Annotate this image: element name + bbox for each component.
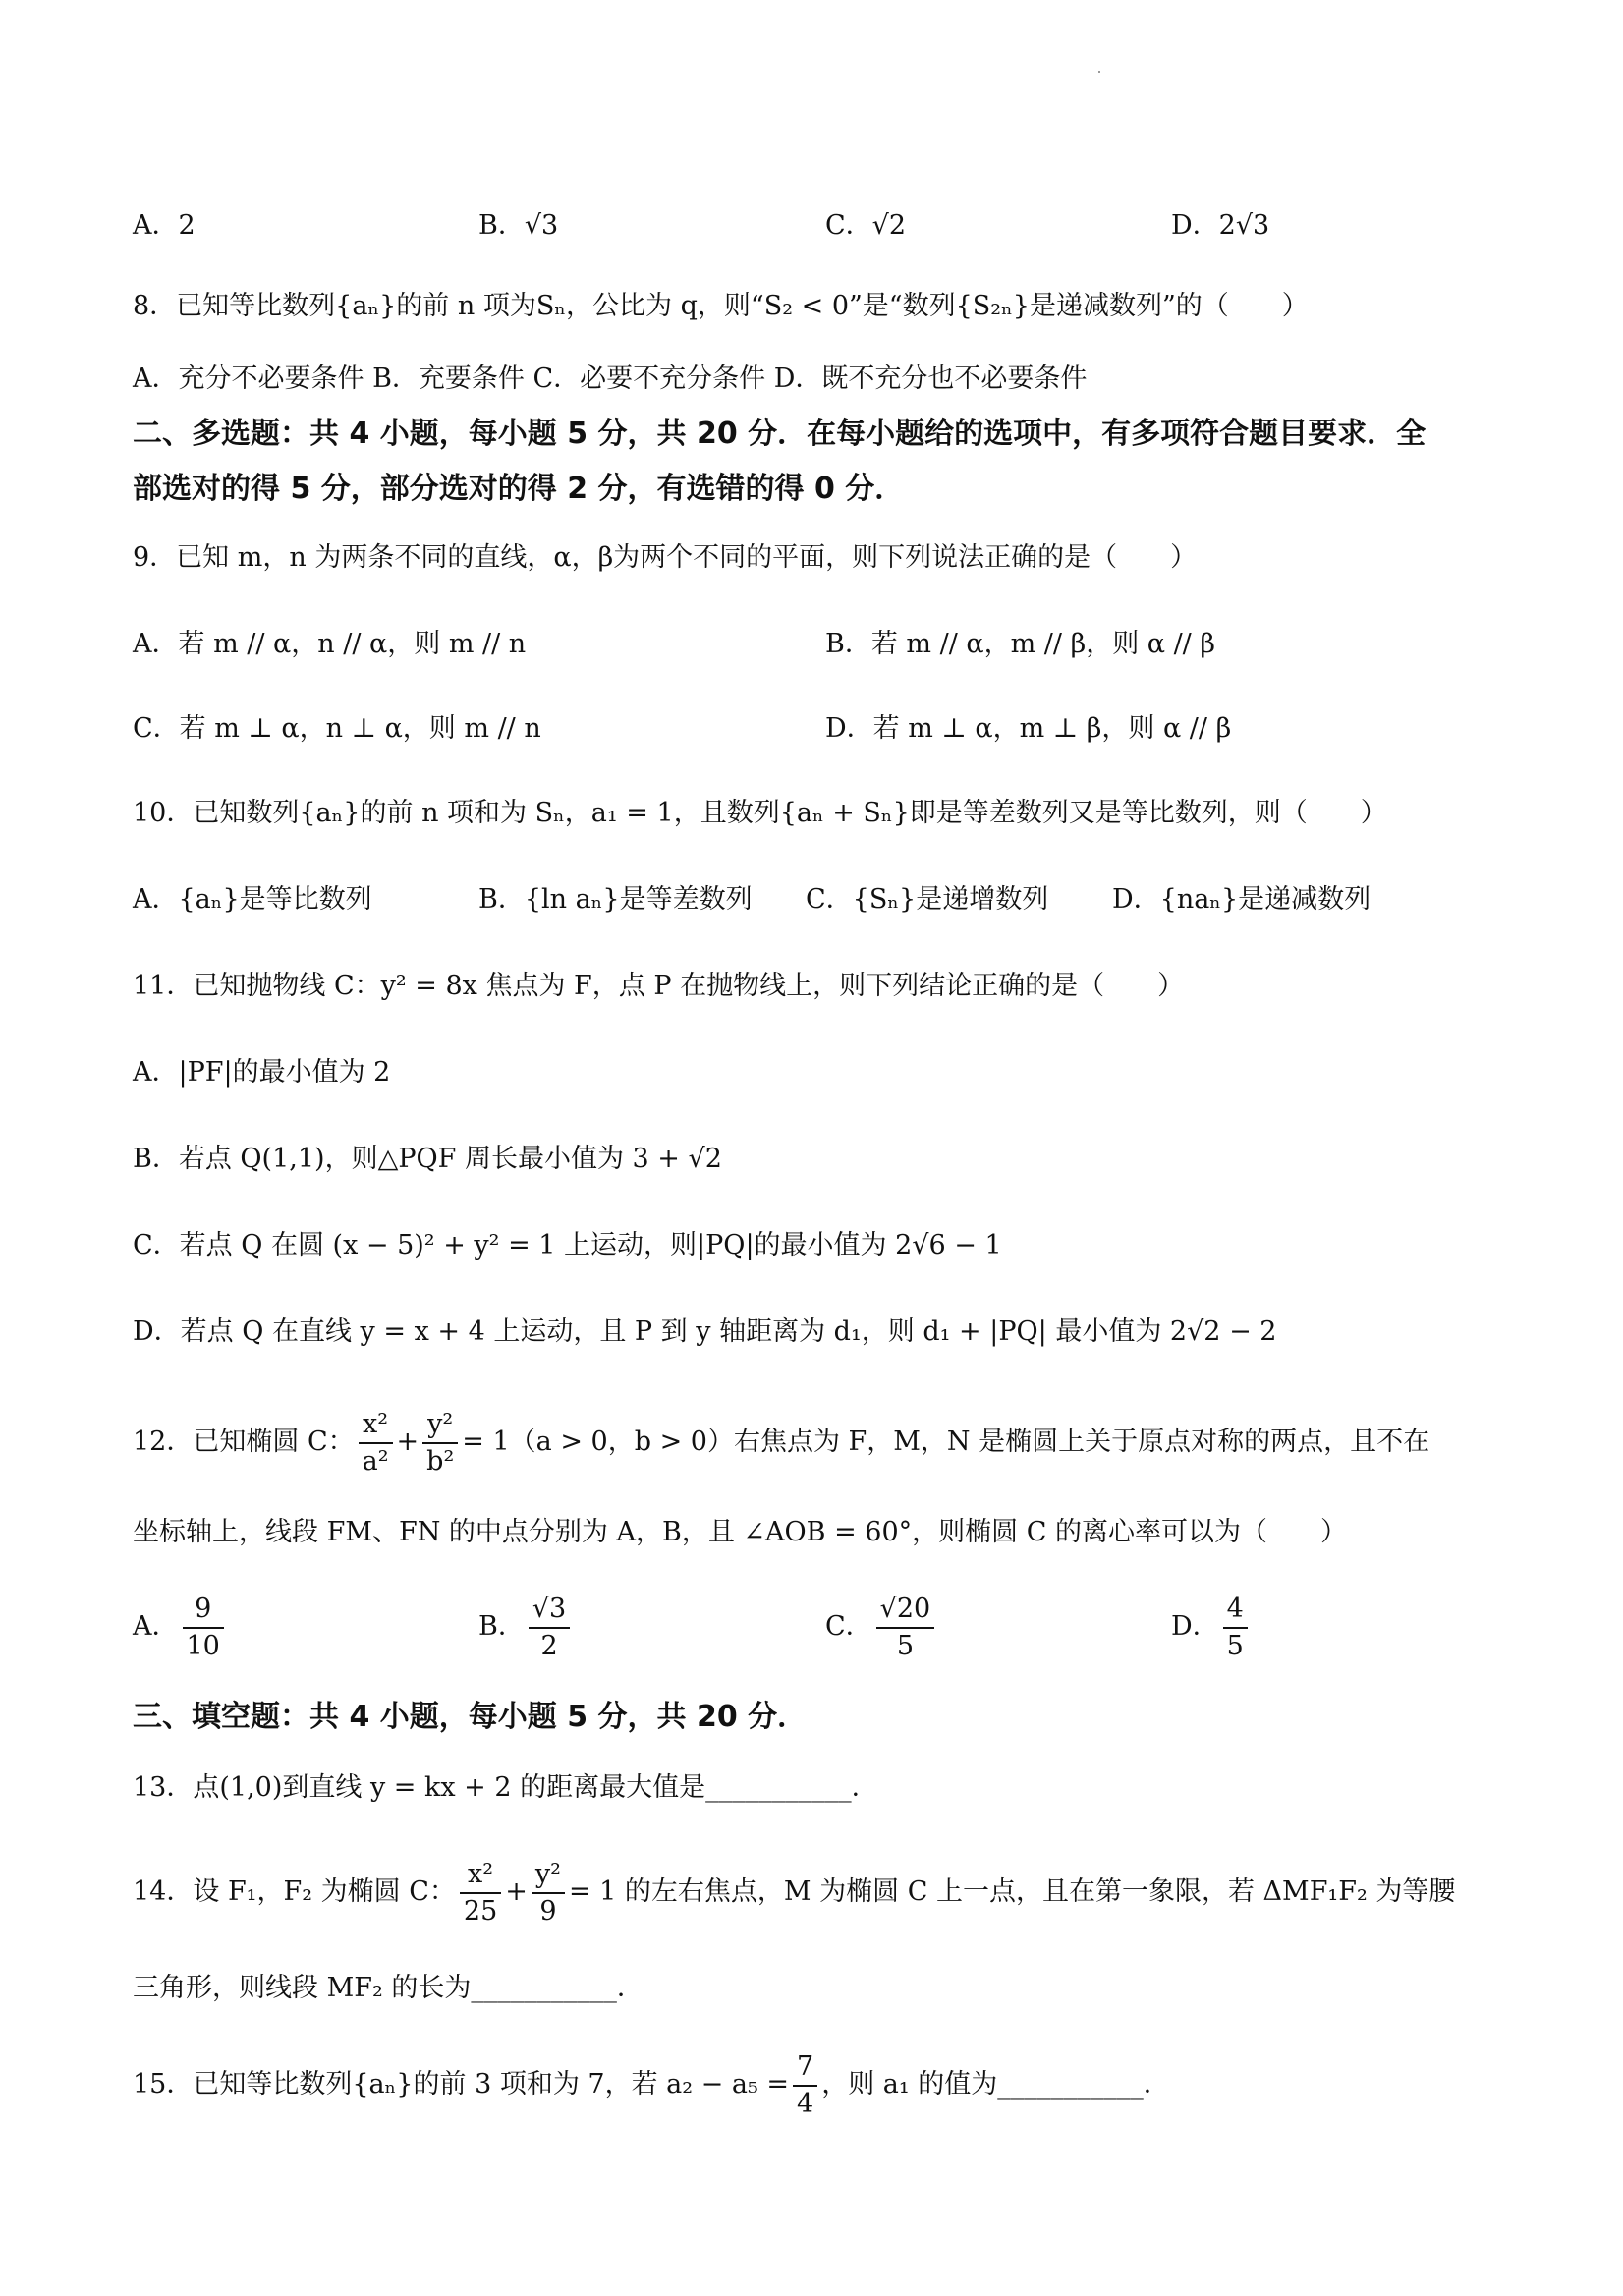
q8-stem: 8．已知等比数列{aₙ}的前 n 项为Sₙ，公比为 q，则“S₂ < 0”是“数列{S₂ₙ}是递减数列”的（ ） [133, 291, 1309, 321]
q12-option-a [133, 1588, 228, 1666]
q12-stem [133, 1403, 1429, 1482]
q12-fraction-y [422, 1407, 458, 1480]
q9-option-b: B．若 m // α，m // β，则 α // β [825, 629, 1215, 659]
q9-option-d: D．若 m ⊥ α，m ⊥ β，则 α // β [825, 713, 1232, 744]
q12-option-d-label: D． [1171, 1611, 1219, 1642]
q10-stem: 10．已知数列{aₙ}的前 n 项和为 Sₙ，a₁ = 1，且数列{aₙ + Sₙ}即是等差数列又是等比数列，则（ ） [133, 798, 1387, 828]
q15-fraction-numerator: 7 [793, 2049, 817, 2087]
q12-option-a-fraction [183, 1592, 224, 1664]
q15-stem-prefix: 15．已知等比数列{aₙ}的前 3 项和为 7，若 a₂ − a₅ = [133, 2069, 790, 2100]
q12-fraction-y-numerator: y² [422, 1407, 458, 1444]
q11-option-d: D．若点 Q 在直线 y = x + 4 上运动，且 P 到 y 轴距离为 d₁，则 d₁ + |PQ| 最小值为 2√2 − 2 [133, 1316, 1277, 1347]
q11-option-b: B．若点 Q(1,1)，则△PQF 周长最小值为 3 + √2 [133, 1144, 722, 1174]
q15-fraction [793, 2049, 817, 2122]
q12-option-b-numerator: √3 [529, 1592, 570, 1629]
q9-option-a: A．若 m // α，n // α，则 m // n [133, 629, 527, 659]
section2-heading-line2: 部选对的得 5 分，部分选对的得 2 分，有选错的得 0 分． [133, 472, 905, 506]
q14-stem-prefix: 14．设 F₁，F₂ 为椭圆 C： [133, 1876, 456, 1907]
q11-option-c: C．若点 Q 在圆 (x − 5)² + y² = 1 上运动，则|PQ|的最小值为 2√6 − 1 [133, 1230, 1002, 1260]
q12-option-d [1171, 1588, 1252, 1666]
q7-option-a: A．2 [133, 210, 196, 241]
q12-plus: + [396, 1427, 420, 1457]
q10-option-a: A．{aₙ}是等比数列 [133, 884, 372, 915]
q14-fraction-x-numerator: x² [460, 1857, 501, 1894]
q12-option-b-fraction [529, 1592, 570, 1664]
q9-stem: 9．已知 m，n 为两条不同的直线，α，β为两个不同的平面，则下列说法正确的是（ ） [133, 542, 1198, 573]
q12-option-c-numerator: √20 [876, 1592, 935, 1629]
q12-option-d-numerator: 4 [1223, 1592, 1248, 1629]
q12-option-c-fraction [876, 1592, 935, 1664]
q12-option-a-denominator: 10 [186, 1630, 220, 1661]
q12-option-a-numerator: 9 [183, 1592, 224, 1629]
q15-fraction-denominator: 4 [797, 2088, 814, 2119]
q8-options: A．充分不必要条件 B．充要条件 C．必要不充分条件 D．既不充分也不必要条件 [133, 364, 1088, 394]
q7-option-c: C．√2 [825, 210, 907, 241]
q14-fraction-x-denominator: 25 [463, 1895, 498, 1927]
q10-option-d: D．{naₙ}是递减数列 [1112, 884, 1371, 915]
q7-option-d: D．2√3 [1171, 210, 1270, 241]
q14-stem-suffix: = 1 的左右焦点，M 为椭圆 C 上一点，且在第一象限，若 ΔMF₁F₂ 为等腰 [568, 1876, 1456, 1907]
q12-stem-prefix: 12．已知椭圆 C： [133, 1427, 355, 1457]
q14-stem [133, 1853, 1455, 1932]
q7-option-b: B．√3 [478, 210, 559, 241]
q12-fraction-y-denominator: b² [426, 1445, 455, 1477]
q9-option-c: C．若 m ⊥ α，n ⊥ α，则 m // n [133, 713, 541, 744]
q14-fraction-y-denominator: 9 [539, 1895, 557, 1927]
q12-fraction-x [359, 1407, 393, 1480]
q10-option-b: B．{ln aₙ}是等差数列 [478, 884, 753, 915]
section3-heading: 三、填空题：共 4 小题，每小题 5 分，共 20 分． [133, 1700, 808, 1734]
q12-option-d-fraction [1223, 1592, 1248, 1664]
q11-stem: 11．已知抛物线 C：y² = 8x 焦点为 F，点 P 在抛物线上，则下列结论正确的是（ ） [133, 971, 1185, 1001]
q12-option-c-label: C． [825, 1611, 872, 1642]
q12-option-a-label: A． [133, 1611, 179, 1642]
q12-option-c [825, 1588, 938, 1666]
q13-stem: 13．点(1,0)到直线 y = kx + 2 的距离最大值是___________． [133, 1772, 878, 1803]
q14-stem-line2: 三角形，则线段 MF₂ 的长为___________． [133, 1973, 644, 2003]
q11-option-a: A．|PF|的最小值为 2 [133, 1057, 391, 1088]
q12-option-c-denominator: 5 [896, 1630, 915, 1661]
q14-fraction-x [460, 1857, 501, 1930]
q12-stem-suffix: = 1（a > 0，b > 0）右焦点为 F，M，N 是椭圆上关于原点对称的两点，且不在 [462, 1427, 1430, 1457]
q12-fraction-x-denominator: a² [362, 1445, 389, 1477]
q12-fraction-x-numerator: x² [359, 1407, 393, 1444]
q14-fraction-y [532, 1857, 565, 1930]
q12-option-d-denominator: 5 [1226, 1630, 1244, 1661]
q14-plus: + [505, 1876, 528, 1907]
q12-option-b-label: B． [478, 1611, 525, 1642]
q15-stem [133, 2045, 1170, 2124]
q12-option-b-denominator: 2 [540, 1630, 558, 1661]
q12-stem-line2: 坐标轴上，线段 FM、FN 的中点分别为 A，B，且 ∠AOB = 60°，则椭圆 C 的离心率可以为（ ） [133, 1517, 1347, 1547]
q12-option-b [478, 1588, 574, 1666]
q10-option-c: C．{Sₙ}是递增数列 [806, 884, 1049, 915]
q14-fraction-y-numerator: y² [532, 1857, 565, 1894]
section2-heading-line1: 二、多选题：共 4 小题，每小题 5 分，共 20 分．在每小题给的选项中，有多项符合题目要求．全 [133, 417, 1427, 451]
scan-speck [1098, 71, 1100, 73]
q15-stem-suffix: ，则 a₁ 的值为___________． [821, 2069, 1170, 2100]
